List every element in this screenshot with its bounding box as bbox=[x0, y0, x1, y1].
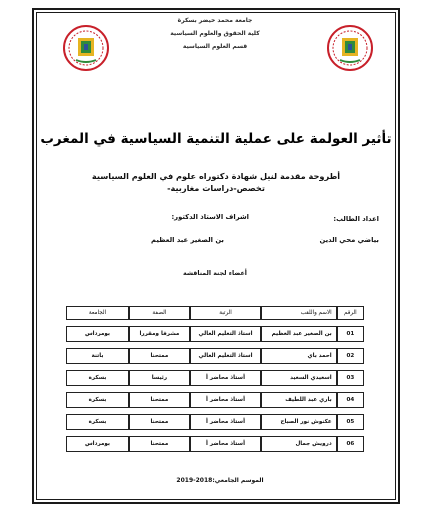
cell-number: 05 bbox=[337, 414, 364, 430]
cell-name: بن الصغير عبد العظيم bbox=[261, 326, 337, 342]
cell-rank: استاذ التعليم العالي bbox=[190, 326, 261, 342]
institution-header bbox=[150, 14, 280, 53]
table-row bbox=[66, 370, 364, 386]
table-row bbox=[66, 436, 364, 452]
table-row bbox=[66, 414, 364, 430]
cell-number: 06 bbox=[337, 436, 364, 452]
cell-name: باري عبد اللطيف bbox=[261, 392, 337, 408]
cell-role: ممتحنا bbox=[129, 414, 190, 430]
table-row bbox=[66, 392, 364, 408]
faculty-name: كلية الحقوق والعلوم السياسية bbox=[170, 30, 260, 37]
cell-rank: أستاذ محاضر أ bbox=[190, 370, 261, 386]
header-rank: الرتبة bbox=[190, 306, 261, 320]
student-label: اعداد الطالب: bbox=[333, 215, 379, 223]
cell-name: اسعيدي السعيد bbox=[261, 370, 337, 386]
cell-name: درويش جمال bbox=[261, 436, 337, 452]
cell-rank: أستاذ محاضر أ bbox=[190, 436, 261, 452]
cell-name: احمد باي bbox=[261, 348, 337, 364]
committee-title: أعضاء لجنة المناقشة bbox=[183, 270, 247, 277]
cell-university: باتنة bbox=[66, 348, 129, 364]
cell-university: بومرداس bbox=[66, 326, 129, 342]
academic-year: الموسم الجامعي:2018-2019 bbox=[176, 477, 264, 484]
thesis-subtitle: أطروحة مقدمة لنيل شهادة دكتوراه علوم في العلوم السياسية bbox=[91, 171, 341, 181]
cell-number: 01 bbox=[337, 326, 364, 342]
cell-role: ممتحنا bbox=[129, 392, 190, 408]
cell-rank: أستاذ محاضر أ bbox=[190, 414, 261, 430]
cell-university: بومرداس bbox=[66, 436, 129, 452]
cell-rank: أستاذ محاضر أ bbox=[190, 392, 261, 408]
cell-role: ممتحنا bbox=[129, 436, 190, 452]
table-header-row bbox=[66, 306, 364, 320]
thesis-subtitle-block bbox=[40, 170, 392, 194]
cell-number: 02 bbox=[337, 348, 364, 364]
student-name: بياضي محي الدين bbox=[319, 236, 379, 244]
header-name: الاسم واللقب bbox=[261, 306, 337, 320]
cell-university: بسكرة bbox=[66, 414, 129, 430]
cell-role: ممتحنا bbox=[129, 348, 190, 364]
cell-university: بسكرة bbox=[66, 370, 129, 386]
university-logo-right bbox=[326, 24, 374, 72]
cell-role: رئيسا bbox=[129, 370, 190, 386]
header-university: الجامعة bbox=[66, 306, 129, 320]
thesis-title: تأثير العولمة على عملية التنمية السياسية في المغرب bbox=[40, 131, 392, 147]
supervisor-name: بن الصغير عبد العظيم bbox=[151, 236, 224, 244]
people-block bbox=[40, 210, 392, 250]
header-number: الرقم bbox=[337, 306, 364, 320]
cell-number: 03 bbox=[337, 370, 364, 386]
thesis-specialization: تخصص-دراسات مغاربية- bbox=[167, 183, 265, 193]
cell-university: بسكرة bbox=[66, 392, 129, 408]
university-logo-left bbox=[62, 24, 110, 72]
supervisor-label: اشراف الاستاذ الدكتور: bbox=[171, 213, 249, 221]
department-name: قسم العلوم السياسية bbox=[182, 43, 248, 50]
header-role: الصفة bbox=[129, 306, 190, 320]
cell-rank: استاذ التعليم العالي bbox=[190, 348, 261, 364]
committee-table bbox=[66, 300, 364, 458]
cell-role: مشرفا ومقررا bbox=[129, 326, 190, 342]
university-name: جامعة محمد خيضر بسكرة bbox=[177, 17, 253, 24]
cell-name: عكنوش نور الصباح bbox=[261, 414, 337, 430]
table-row bbox=[66, 326, 364, 342]
table-row bbox=[66, 348, 364, 364]
cell-number: 04 bbox=[337, 392, 364, 408]
